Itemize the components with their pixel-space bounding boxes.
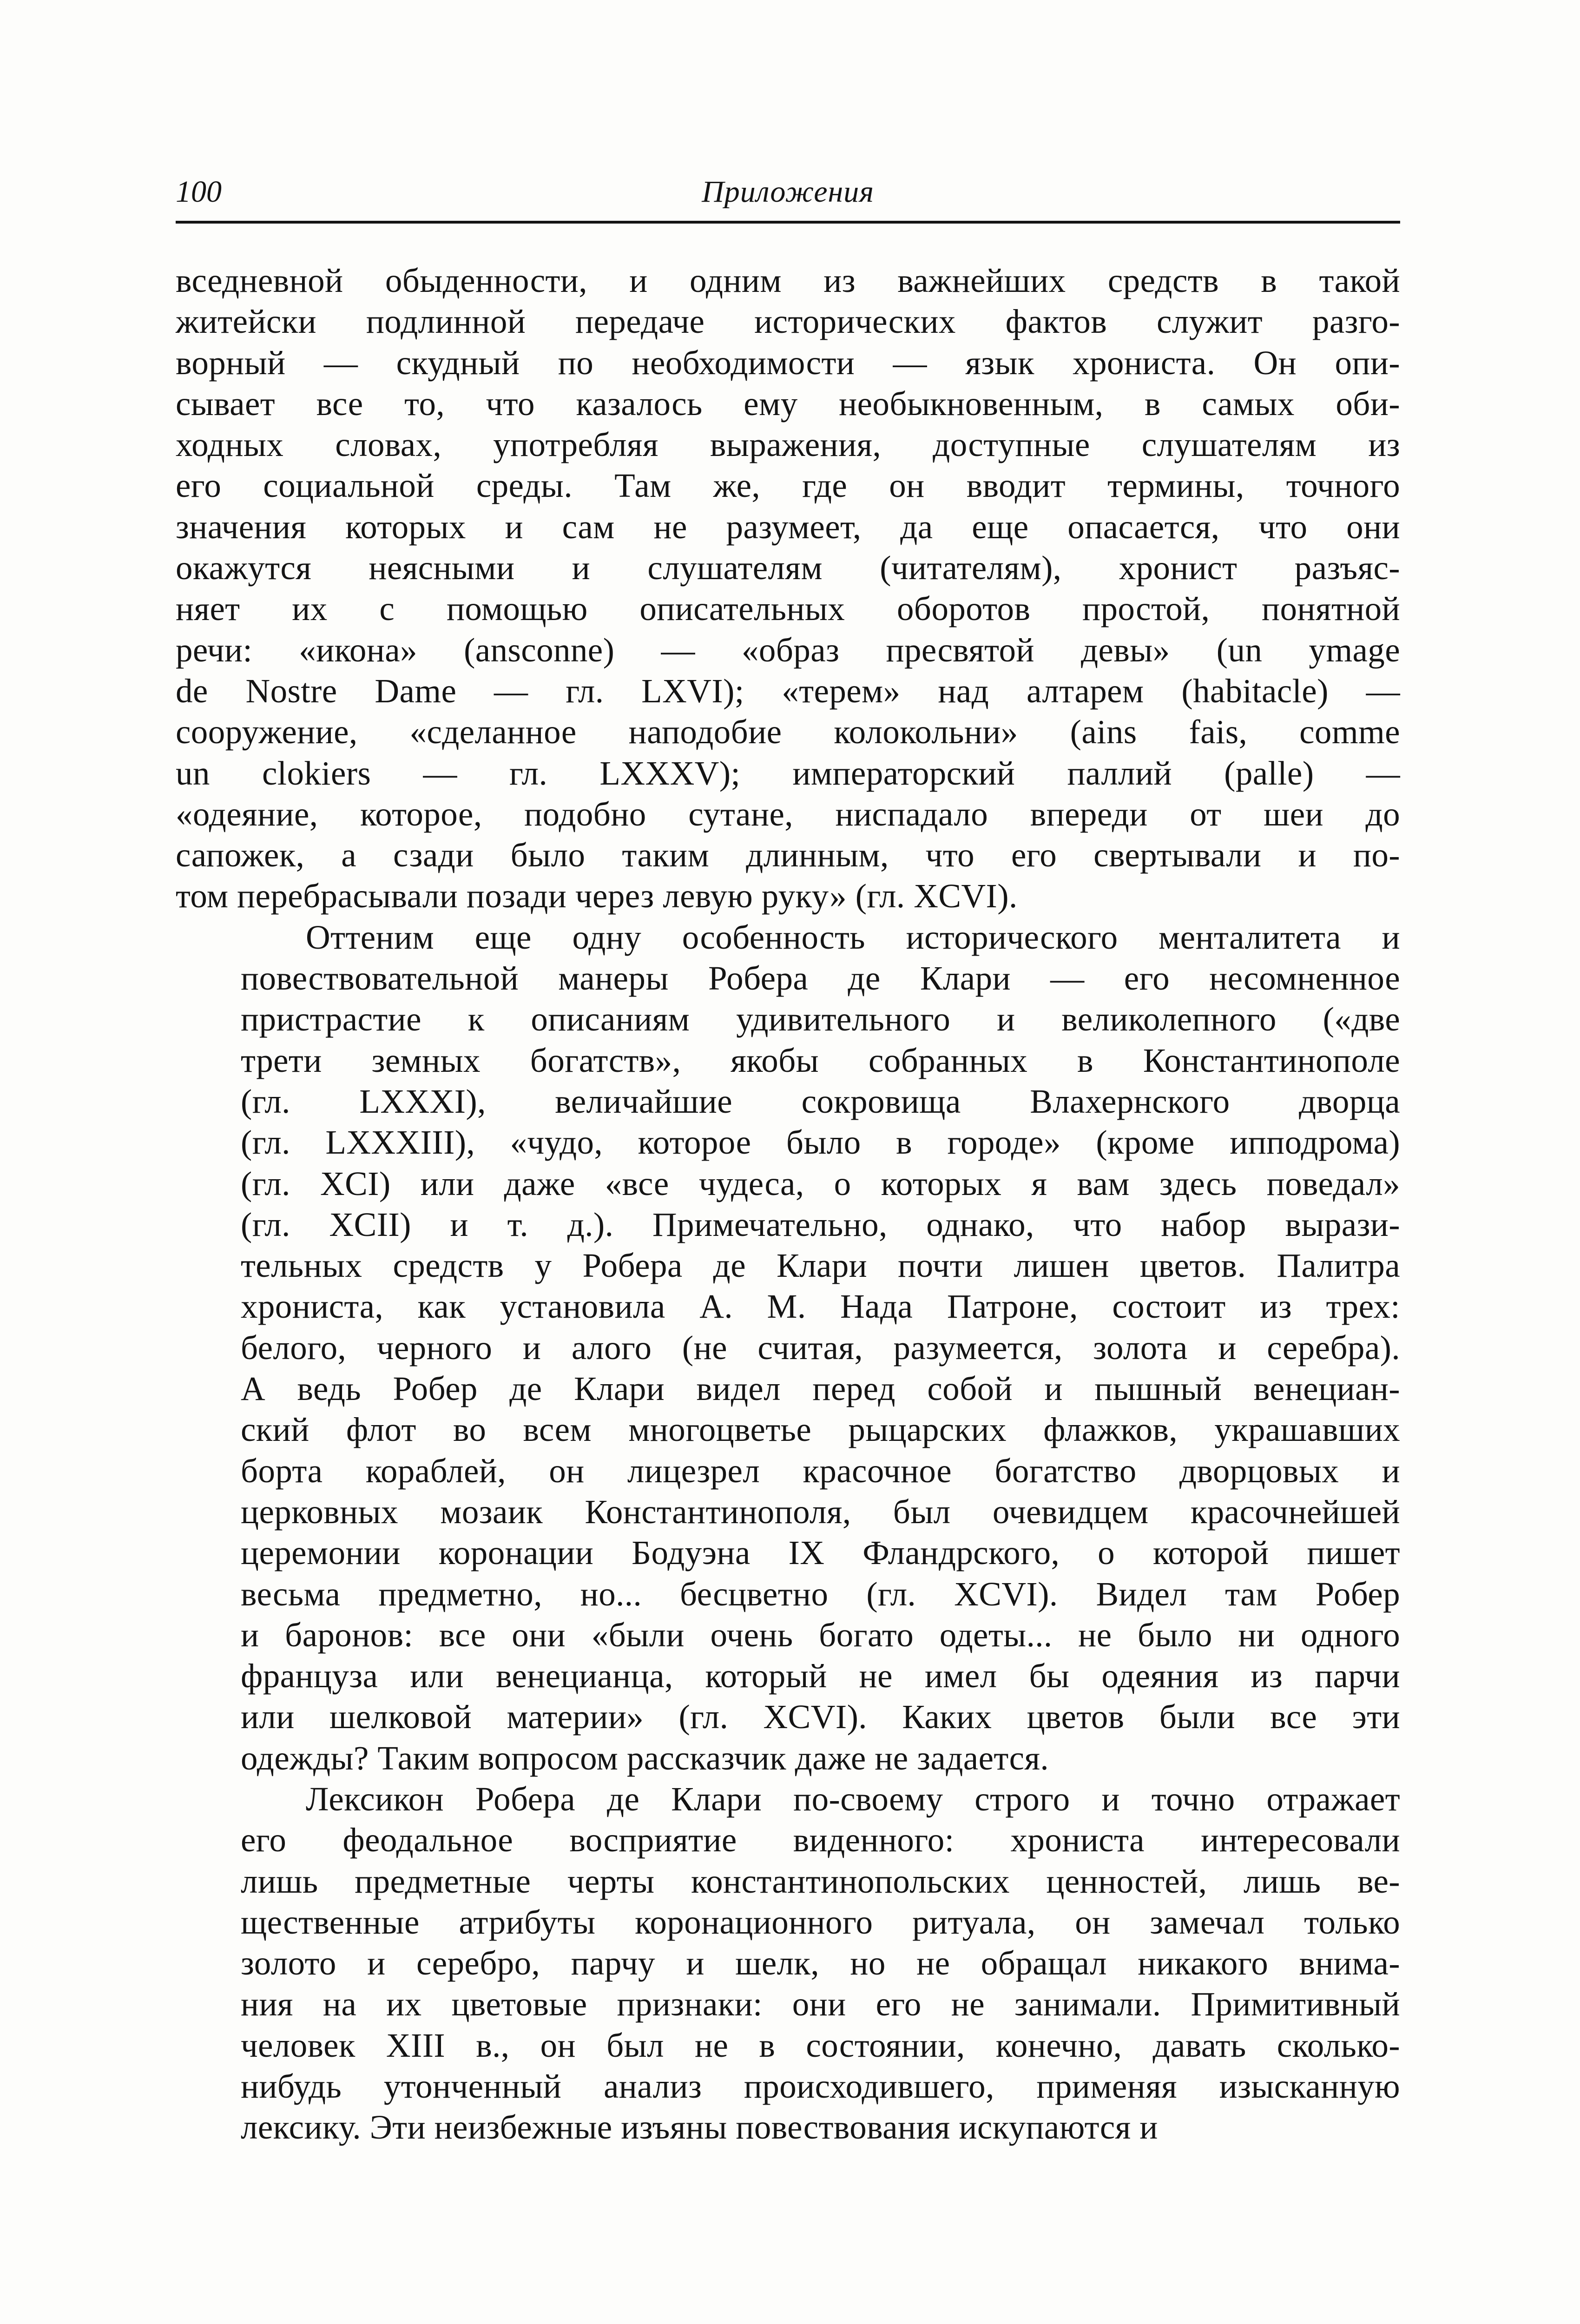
page-number: 100 <box>176 175 222 209</box>
paragraph <box>176 917 1400 1779</box>
paragraph <box>176 260 1400 917</box>
text-line: лишь предметные черты константинопольских ценностей, лишь ве- <box>241 1862 1400 1900</box>
text-line: вседневной обыденности, и одним из важнейших средств в такой <box>176 262 1400 299</box>
body-text <box>176 260 1400 2148</box>
paragraph <box>176 1779 1400 2148</box>
text-line: сывает все то, что казалось ему необыкновенным, в самых оби- <box>176 384 1400 423</box>
text-line: ходных словах, употребляя выражения, доступные слушателям из <box>176 426 1400 464</box>
text-line: трети земных богатств», якобы собранных в Константинополе <box>241 1041 1400 1079</box>
text-line: или шелковой материи» (гл. XCVI). Каких цветов были все эти <box>241 1698 1400 1736</box>
text-line: лексику. Эти неизбежные изъяны повествования искупаются и <box>241 2108 1158 2146</box>
text-line: ский флот во всем многоцветье рыцарских флажков, украшавших <box>241 1411 1400 1449</box>
text-line: няет их с помощью описательных оборотов простой, понятной <box>176 590 1400 628</box>
text-line: белого, черного и алого (не считая, разумеется, золота и серебра). <box>241 1328 1400 1367</box>
text-line: un clokiers — гл. LXXXV); императорский паллий (palle) — <box>176 754 1400 792</box>
text-line: ворный — скудный по необходимости — язык хрониста. Он опи- <box>176 343 1400 382</box>
text-line: (гл. LXXXIII), «чудо, которое было в городе» (кроме ипподрома) <box>241 1123 1400 1162</box>
text-line: щественные атрибуты коронационного ритуала, он замечал только <box>241 1903 1400 1941</box>
text-line: француза или венецианца, который не имел бы одеяния из парчи <box>241 1657 1400 1695</box>
section-title: Приложения <box>702 175 874 209</box>
text-line: (гл. XCII) и т. д.). Примечательно, однако, что набор вырази- <box>241 1205 1400 1243</box>
text-line: одежды? Таким вопросом рассказчик даже не задается. <box>241 1739 1049 1777</box>
text-line: житейски подлинной передаче исторических фактов служит разго- <box>176 303 1400 341</box>
text-line: тельных средств у Робера де Клари почти лишен цветов. Палитра <box>241 1247 1400 1285</box>
text-line: и баронов: все они «были очень богато одеты... не было ни одного <box>241 1616 1400 1654</box>
header-rule <box>176 221 1400 224</box>
text-line: золото и серебро, парчу и шелк, но не обращал никакого внима- <box>241 1944 1400 1982</box>
text-line: церемонии коронации Бодуэна IX Фландрского, о которой пишет <box>241 1534 1400 1572</box>
text-line: Лексикон Робера де Клари по-своему строго и точно отражает <box>306 1780 1400 1818</box>
text-line: том перебрасывали позади через левую руку» (гл. XCVI). <box>176 877 1018 915</box>
text-line: весьма предметно, но... бесцветно (гл. XCVI). Видел там Робер <box>241 1575 1400 1613</box>
text-line: нибудь утонченный анализ происходившего, применяя изысканную <box>241 2067 1400 2106</box>
text-line: борта кораблей, он лицезрел красочное богатство дворцовых и <box>241 1452 1400 1490</box>
text-line: пристрастие к описаниям удивительного и великолепного («две <box>241 1000 1400 1038</box>
text-line: Оттеним еще одну особенность исторического менталитета и <box>306 918 1400 956</box>
text-line: окажутся неясными и слушателям (читателям), хронист разъяс- <box>176 549 1400 587</box>
text-line: повествовательной манеры Робера де Клари — его несомненное <box>241 959 1400 997</box>
text-line: (гл. XCI) или даже «все чудеса, о которых я вам здесь поведал» <box>241 1164 1400 1202</box>
text-line: значения которых и сам не разумеет, да еще опасается, что они <box>176 508 1400 546</box>
text-line: de Nostre Dame — гл. LXVI); «терем» над алтарем (habitacle) — <box>176 672 1400 710</box>
text-line: сооружение, «сделанное наподобие колокольни» (ains fais, comme <box>176 713 1400 751</box>
text-line: речи: «икона» (ansconne) — «образ пресвятой девы» (un ymage <box>176 631 1400 669</box>
text-line: (гл. LXXXI), величайшие сокровища Влахернского дворца <box>241 1082 1400 1120</box>
text-line: человек XIII в., он был не в состоянии, конечно, давать сколько- <box>241 2026 1400 2064</box>
text-line: хрониста, как установила А. М. Нада Патроне, состоит из трех: <box>241 1287 1400 1326</box>
running-head <box>176 172 1400 212</box>
text-line: А ведь Робер де Клари видел перед собой и пышный венециан- <box>241 1370 1400 1408</box>
text-line: ния на их цветовые признаки: они его не занимали. Примитивный <box>241 1985 1400 2023</box>
text-line: сапожек, а сзади было таким длинным, что его свертывали и по- <box>176 836 1400 874</box>
text-line: «одеяние, которое, подобно сутане, ниспадало впереди от шеи до <box>176 795 1400 833</box>
text-line: церковных мозаик Константинополя, был очевидцем красочнейшей <box>241 1492 1400 1531</box>
text-line: его социальной среды. Там же, где он вводит термины, точного <box>176 467 1400 505</box>
text-line: его феодальное восприятие виденного: хрониста интересовали <box>241 1821 1400 1859</box>
